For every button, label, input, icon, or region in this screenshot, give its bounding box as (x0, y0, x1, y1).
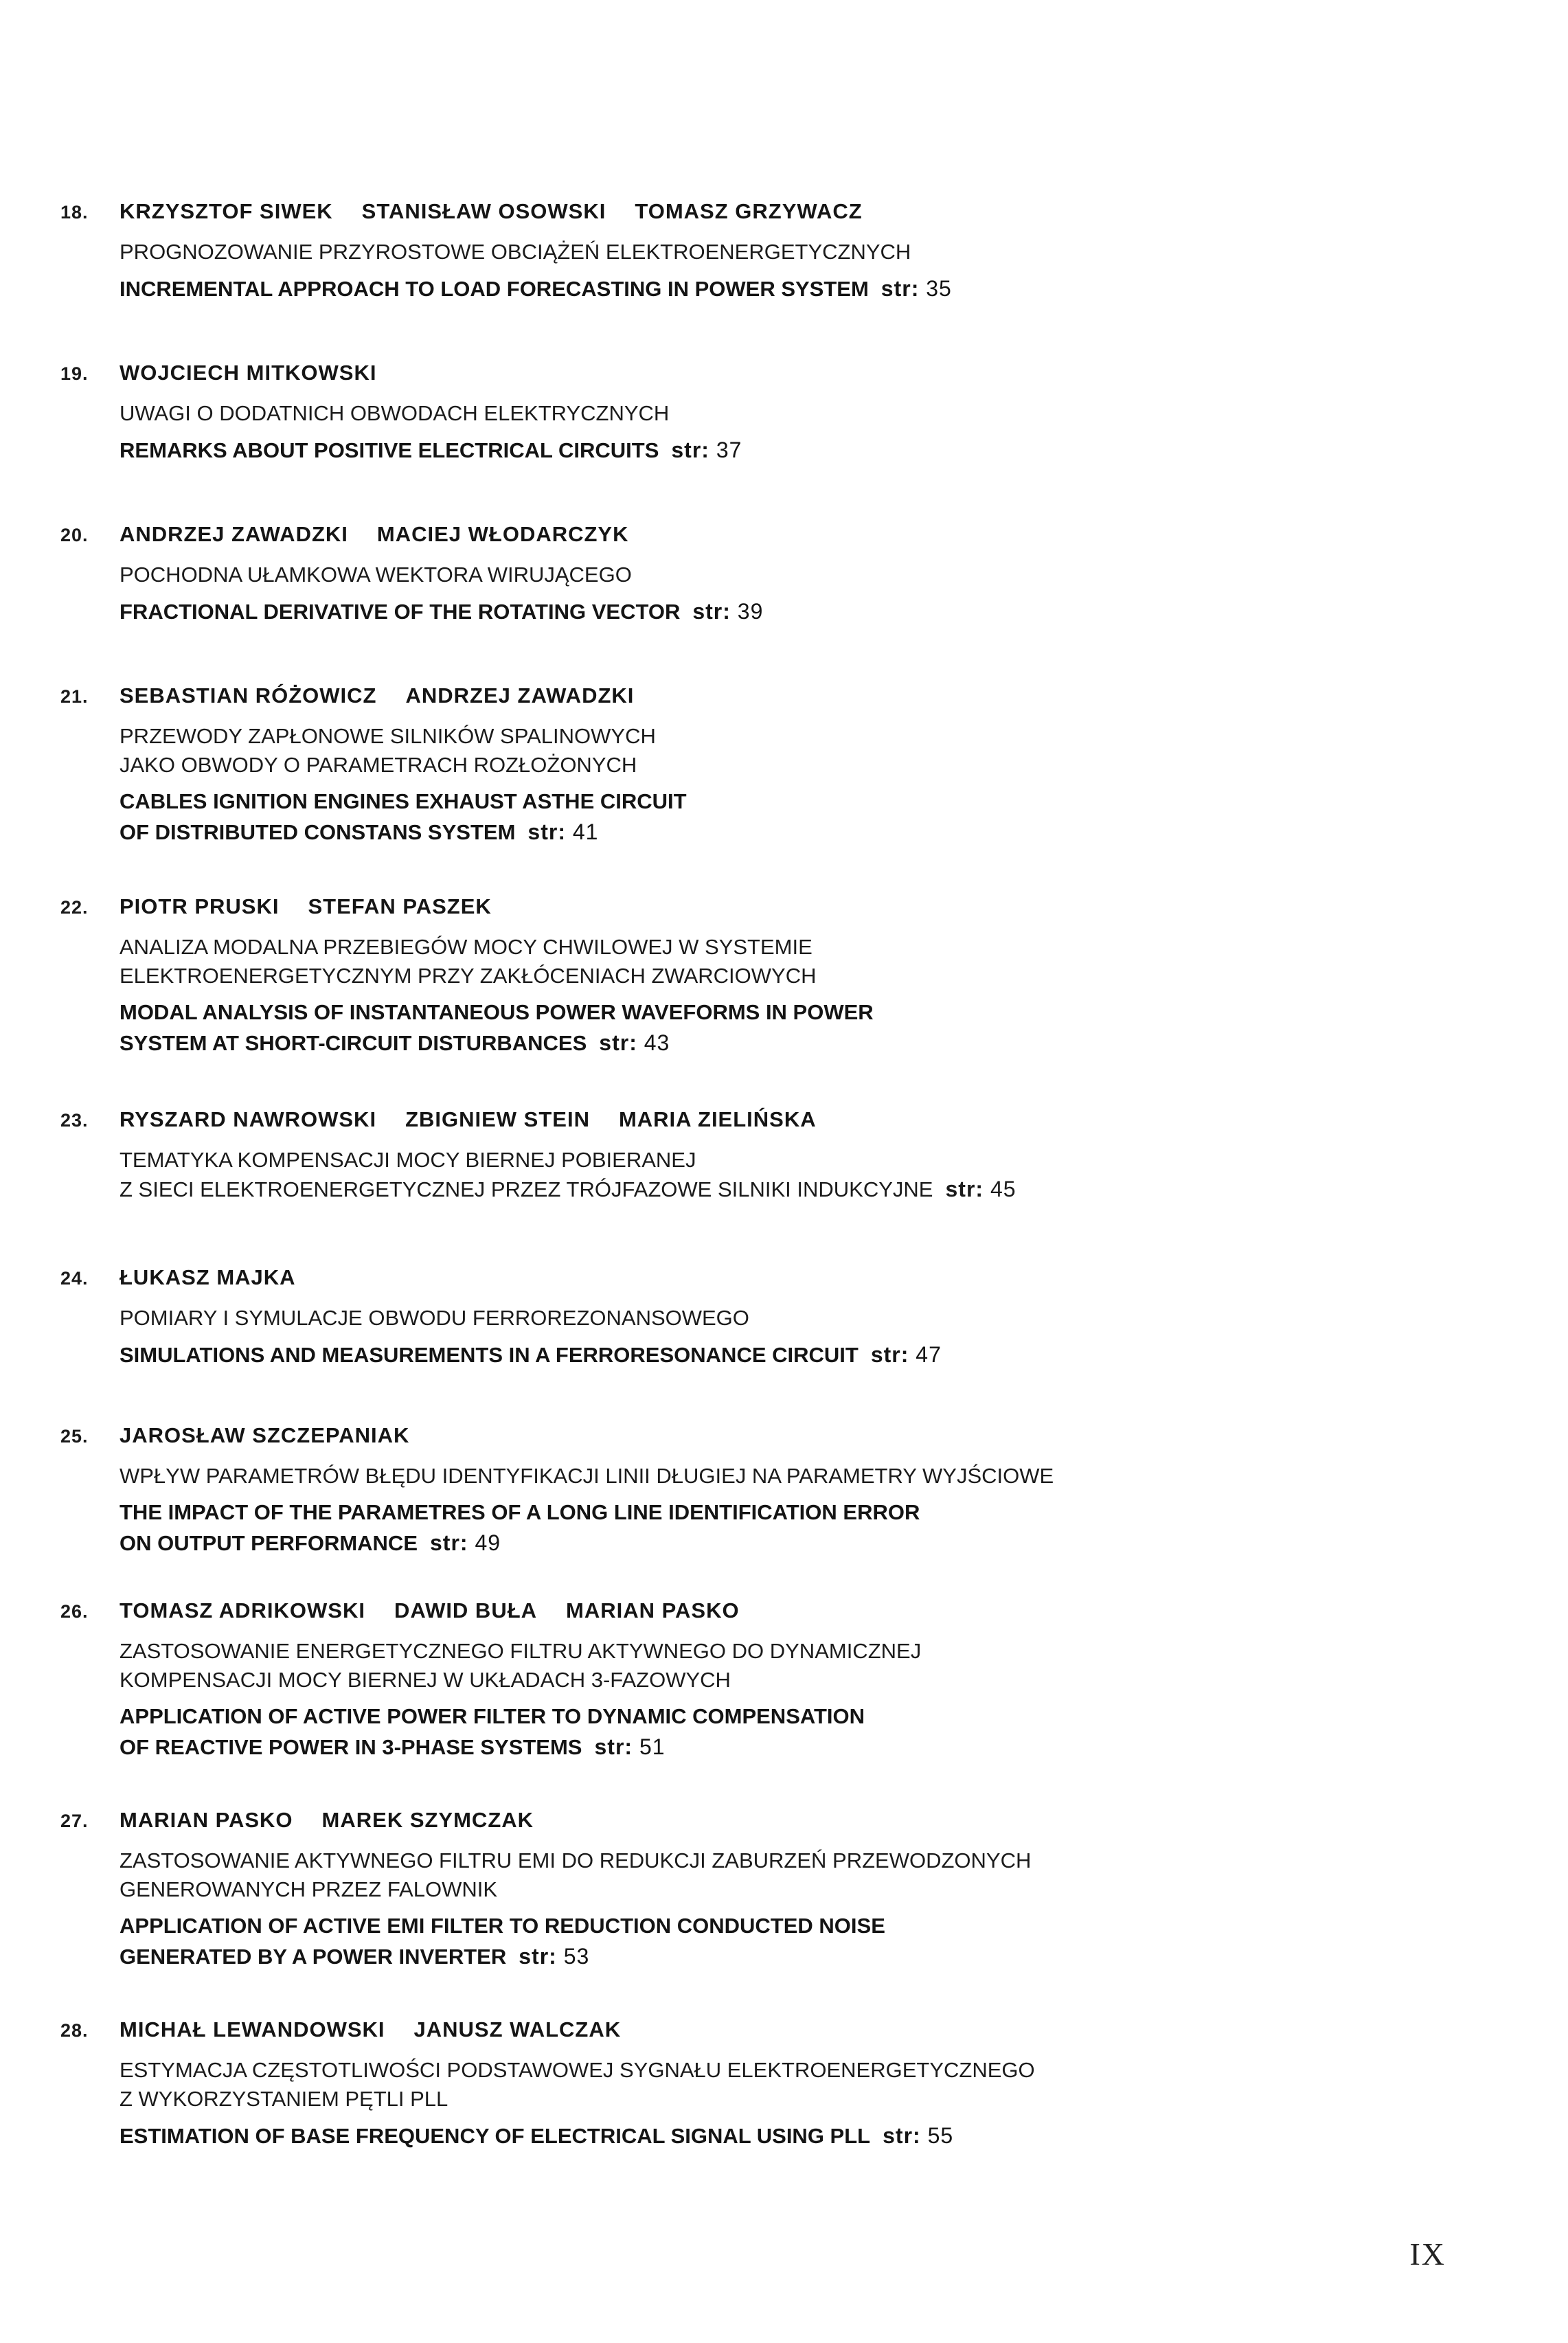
title-polish-line: Z WYKORZYSTANIEM PĘTLI PLL (120, 2087, 448, 2111)
entry-authors (120, 682, 1418, 712)
page-number-ref: 55 (927, 2123, 954, 2148)
entry-authors (120, 2016, 1418, 2046)
title-english-line: ESTIMATION OF BASE FREQUENCY OF ELECTRICAL SIGNAL USING PLL (120, 2124, 871, 2148)
title-english (120, 786, 1418, 848)
page-reference (599, 1030, 670, 1055)
page-reference (519, 1944, 589, 1969)
title-polish-line: POCHODNA UŁAMKOWA WEKTORA WIRUJĄCEGO (120, 563, 632, 587)
title-english (120, 1911, 1418, 1972)
author-name: DAWID BUŁA (394, 1598, 538, 1622)
title-english (120, 1339, 1418, 1370)
title-polish (120, 238, 1418, 267)
page-number-ref: 51 (639, 1734, 666, 1759)
title-line-with-page (120, 1339, 1418, 1370)
title-polish (120, 2056, 1418, 2114)
title-polish-line: ZASTOSOWANIE ENERGETYCZNEGO FILTRU AKTYWNEGO DO DYNAMICZNEJ (120, 1639, 922, 1663)
author-name: WOJCIECH MITKOWSKI (120, 361, 377, 385)
title-polish-line: TEMATYKA KOMPENSACJI MOCY BIERNEJ POBIERANEJ (120, 1148, 696, 1172)
title-line-with-page (120, 1732, 1418, 1763)
title-polish-line: ANALIZA MODALNA PRZEBIEGÓW MOCY CHWILOWEJ W SYSTEMIE (120, 935, 813, 959)
page-label: str: (671, 438, 709, 462)
page-label: str: (945, 1177, 984, 1201)
title-english-line: OF REACTIVE POWER IN 3-PHASE SYSTEMS (120, 1735, 582, 1759)
title-english (120, 1497, 1418, 1559)
title-polish (120, 933, 1418, 991)
page-number-ref: 41 (572, 819, 599, 844)
entry-body (120, 359, 1418, 466)
title-polish (120, 1146, 1418, 1204)
entry-number: 19. (60, 363, 89, 384)
page-reference (692, 599, 763, 624)
title-english-line: OF DISTRIBUTED CONSTANS SYSTEM (120, 820, 516, 844)
entry-authors (120, 198, 1418, 228)
title-polish-line: WPŁYW PARAMETRÓW BŁĘDU IDENTYFIKACJI LINII DŁUGIEJ NA PARAMETRY WYJŚCIOWE (120, 1464, 1054, 1488)
page-label: str: (519, 1944, 557, 1969)
entry-body (120, 1597, 1418, 1763)
page-reference (881, 276, 952, 301)
entry-body (120, 1422, 1418, 1559)
title-line-with-page (120, 1941, 1418, 1972)
author-name: STANISŁAW OSOWSKI (361, 199, 606, 223)
title-english-line: APPLICATION OF ACTIVE EMI FILTER TO REDUCTION CONDUCTED NOISE (120, 1914, 885, 1938)
page-number-ref: 37 (716, 438, 742, 462)
title-english-line: SYSTEM AT SHORT-CIRCUIT DISTURBANCES (120, 1031, 587, 1055)
title-line-with-page (120, 596, 1418, 627)
author-name: TOMASZ ADRIKOWSKI (120, 1598, 365, 1622)
author-name: SEBASTIAN RÓŻOWICZ (120, 683, 377, 708)
author-name: KRZYSZTOF SIWEK (120, 199, 333, 223)
page-reference (671, 438, 742, 462)
author-name: JANUSZ WALCZAK (413, 2017, 622, 2041)
entry-authors (120, 359, 1418, 389)
entry-body (120, 1264, 1418, 1370)
entry-number: 27. (60, 1811, 89, 1831)
title-line-with-page (120, 1175, 1418, 1204)
title-polish-line: UWAGI O DODATNICH OBWODACH ELEKTRYCZNYCH (120, 401, 670, 425)
author-name: MARIAN PASKO (120, 1808, 293, 1832)
title-english-line: INCREMENTAL APPROACH TO LOAD FORECASTING IN POWER SYSTEM (120, 277, 869, 301)
page-number: IX (1409, 2237, 1446, 2272)
entry-number: 18. (60, 202, 89, 223)
title-english-line: FRACTIONAL DERIVATIVE OF THE ROTATING VECTOR (120, 600, 681, 624)
title-english-line: MODAL ANALYSIS OF INSTANTANEOUS POWER WAVEFORMS IN POWER (120, 1000, 874, 1024)
page-reference (883, 2123, 953, 2148)
title-polish-line: POMIARY I SYMULACJE OBWODU FERROREZONANSOWEGO (120, 1306, 749, 1330)
title-polish-line: KOMPENSACJI MOCY BIERNEJ W UKŁADACH 3-FAZOWYCH (120, 1668, 731, 1692)
page-number-ref: 39 (737, 599, 764, 624)
entry-number: 20. (60, 525, 89, 545)
page-number-ref: 43 (644, 1030, 670, 1055)
entry-number: 21. (60, 686, 89, 707)
title-english (120, 596, 1418, 627)
author-name: ANDRZEJ ZAWADZKI (120, 522, 348, 546)
title-line-with-page (120, 2120, 1418, 2151)
entry-body (120, 521, 1418, 627)
author-name: ZBIGNIEW STEIN (405, 1107, 590, 1131)
page-number-ref: 35 (926, 276, 952, 301)
entry-number: 22. (60, 897, 89, 918)
title-english-line: SIMULATIONS AND MEASUREMENTS IN A FERRORESONANCE CIRCUIT (120, 1343, 859, 1367)
page-label: str: (599, 1030, 637, 1055)
author-name: JAROSŁAW SZCZEPANIAK (120, 1423, 410, 1447)
page-label: str: (883, 2123, 921, 2148)
title-english-line: APPLICATION OF ACTIVE POWER FILTER TO DYNAMIC COMPENSATION (120, 1704, 865, 1728)
title-polish (120, 1462, 1418, 1491)
entry-number: 23. (60, 1110, 89, 1131)
entry-number: 25. (60, 1426, 89, 1447)
entry-authors (120, 1106, 1418, 1136)
entry-authors (120, 893, 1418, 923)
page-label: str: (594, 1734, 633, 1759)
page-label: str: (527, 819, 566, 844)
entry-body (120, 198, 1418, 304)
entry-authors (120, 1807, 1418, 1837)
page-label: str: (870, 1342, 909, 1367)
title-polish (120, 399, 1418, 428)
title-polish (120, 1304, 1418, 1333)
title-line-with-page (120, 435, 1418, 466)
title-line-with-page (120, 1528, 1418, 1559)
author-name: ŁUKASZ MAJKA (120, 1265, 296, 1289)
entry-body (120, 1807, 1418, 1972)
title-line-with-page (120, 817, 1418, 848)
entry-number: 26. (60, 1601, 89, 1622)
title-english (120, 1701, 1418, 1763)
entry-body (120, 2016, 1418, 2151)
title-english-line: REMARKS ABOUT POSITIVE ELECTRICAL CIRCUITS (120, 438, 659, 462)
author-name: MICHAŁ LEWANDOWSKI (120, 2017, 385, 2041)
title-polish (120, 1637, 1418, 1695)
author-name: TOMASZ GRZYWACZ (635, 199, 863, 223)
entry-number: 28. (60, 2020, 89, 2041)
page-number-ref: 45 (990, 1177, 1016, 1201)
title-polish (120, 722, 1418, 780)
page-number-ref: 49 (475, 1530, 501, 1555)
entry-number: 24. (60, 1268, 89, 1289)
page-reference (527, 819, 598, 844)
title-polish (120, 561, 1418, 589)
title-polish-line: GENEROWANYCH PRZEZ FALOWNIK (120, 1877, 498, 1901)
page-reference (594, 1734, 665, 1759)
title-english (120, 435, 1418, 466)
entry-authors (120, 1264, 1418, 1294)
title-english-line: GENERATED BY A POWER INVERTER (120, 1945, 507, 1969)
page-label: str: (880, 276, 920, 301)
author-name: MARIA ZIELIŃSKA (618, 1107, 817, 1131)
author-name: ANDRZEJ ZAWADZKI (405, 683, 635, 708)
title-polish-line: PRZEWODY ZAPŁONOWE SILNIKÓW SPALINOWYCH (120, 724, 656, 748)
page-reference (871, 1342, 942, 1367)
author-name: MACIEJ WŁODARCZYK (376, 522, 629, 546)
page-label: str: (692, 599, 731, 624)
entry-authors (120, 521, 1418, 551)
title-polish-line: ESTYMACJA CZĘSTOTLIWOŚCI PODSTAWOWEJ SYGNAŁU ELEKTROENERGETYCZNEGO (120, 2058, 1035, 2082)
title-english (120, 2120, 1418, 2151)
page-reference (945, 1177, 1016, 1201)
title-line-with-page (120, 1028, 1418, 1059)
title-polish-line: ELEKTROENERGETYCZNYM PRZY ZAKŁÓCENIACH ZWARCIOWYCH (120, 964, 817, 988)
title-english-line: CABLES IGNITION ENGINES EXHAUST ASTHE CIRCUIT (120, 789, 687, 813)
author-name: RYSZARD NAWROWSKI (120, 1107, 377, 1131)
entry-body (120, 682, 1418, 848)
page-label: str: (430, 1530, 468, 1555)
author-name: PIOTR PRUSKI (120, 894, 280, 918)
title-english-line: ON OUTPUT PERFORMANCE (120, 1531, 418, 1555)
entry-body (120, 893, 1418, 1059)
title-polish (120, 1846, 1418, 1904)
entry-authors (120, 1422, 1418, 1452)
entry-authors (120, 1597, 1418, 1627)
page-reference (430, 1530, 501, 1555)
title-polish-line: ZASTOSOWANIE AKTYWNEGO FILTRU EMI DO REDUKCJI ZABURZEŃ PRZEWODZONYCH (120, 1848, 1032, 1872)
author-name: MARIAN PASKO (566, 1598, 740, 1622)
title-line-with-page (120, 273, 1418, 304)
title-english-line: THE IMPACT OF THE PARAMETRES OF A LONG LINE IDENTIFICATION ERROR (120, 1500, 920, 1524)
title-english (120, 273, 1418, 304)
title-polish-line: Z SIECI ELEKTROENERGETYCZNEJ PRZEZ TRÓJFAZOWE SILNIKI INDUKCYJNE (120, 1177, 933, 1201)
page-number-ref: 47 (916, 1342, 942, 1367)
title-polish-line: PROGNOZOWANIE PRZYROSTOWE OBCIĄŻEŃ ELEKTROENERGETYCZNYCH (120, 240, 911, 264)
entry-body (120, 1106, 1418, 1204)
title-english (120, 997, 1418, 1059)
page-number-ref: 53 (563, 1944, 590, 1969)
author-name: STEFAN PASZEK (308, 894, 492, 918)
author-name: MAREK SZYMCZAK (321, 1808, 534, 1832)
title-polish-line: JAKO OBWODY O PARAMETRACH ROZŁOŻONYCH (120, 753, 637, 777)
